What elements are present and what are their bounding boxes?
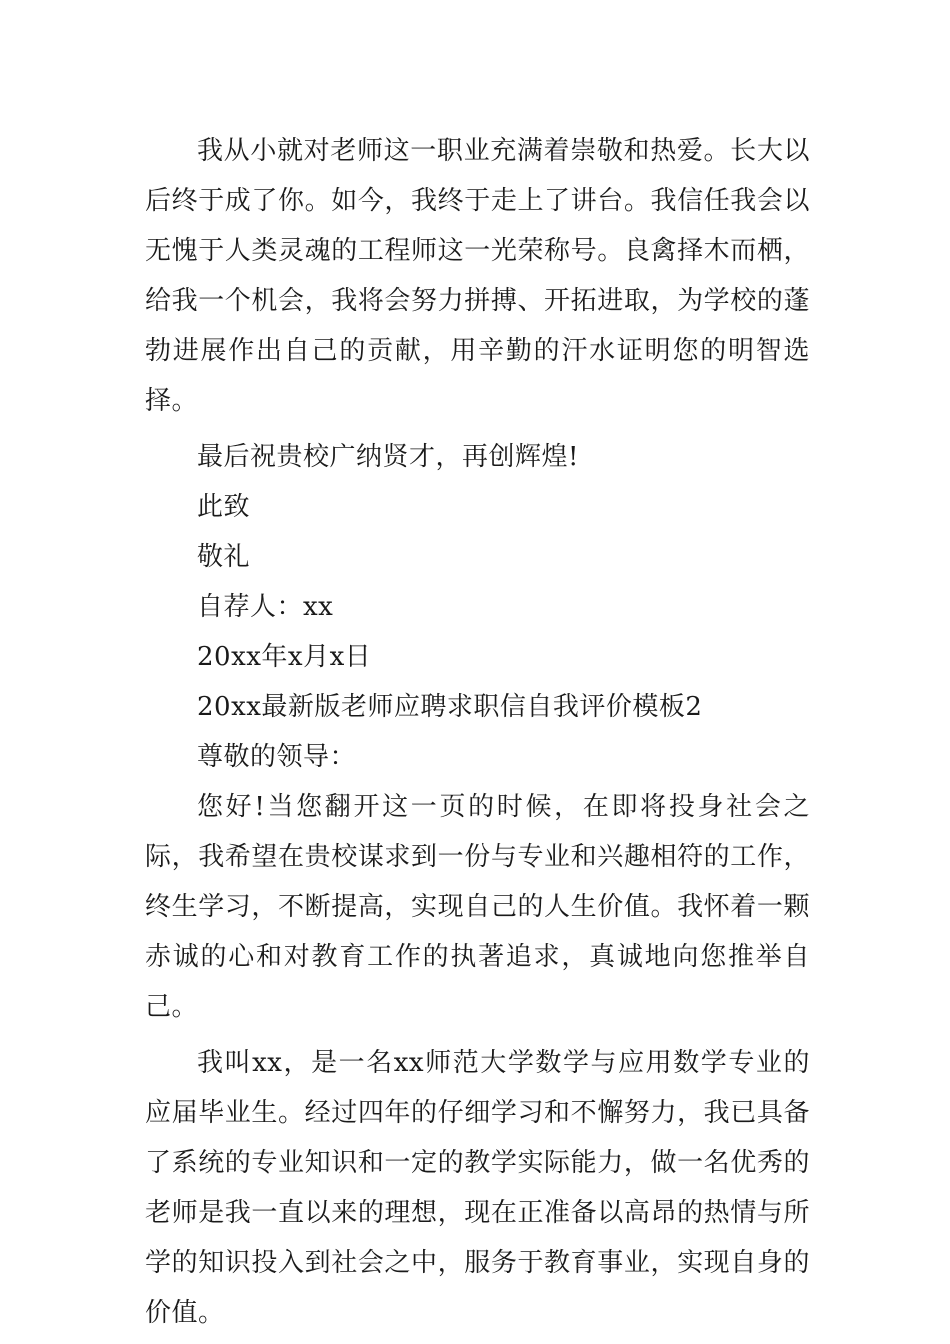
signature: 自荐人：xx [197,592,334,622]
salutation-jing-li: 敬礼 [197,542,251,572]
body-paragraph-2: 您好!当您翻开这一页的时候，在即将投身社会之际，我希望在贵校谋求到一份与专业和兴趣相符的工作，终生学习，不断提高，实现自己的人生价值。我怀着一颗赤诚的心和对教育工作的执著追求，真诚地向您推举自己。 [145,792,810,1022]
document-body [145,126,810,1338]
date: 20xx年x月x日 [197,642,372,672]
body-paragraph-1: 我从小就对老师这一职业充满着崇敬和热爱。长大以后终于成了你。如今，我终于走上了讲台。我信任我会以无愧于人类灵魂的工程师这一光荣称号。良禽择木而栖，给我一个机会，我将会努力拼搏、开拓进取，为学校的蓬勃进展作出自己的贡献，用辛勤的汗水证明您的明智选择。 [145,136,810,416]
salutation-ci-zhi: 此致 [197,492,251,522]
greeting: 尊敬的领导： [197,742,357,772]
closing-wish: 最后祝贵校广纳贤才，再创辉煌! [197,442,579,472]
body-paragraph-3: 我叫xx，是一名xx师范大学数学与应用数学专业的应届毕业生。经过四年的仔细学习和不懈努力，我已具备了系统的专业知识和一定的教学实际能力，做一名优秀的老师是我一直以来的理想，现在正准备以高昂的热情与所学的知识投入到社会之中，服务于教育事业，实现自身的价值。 [145,1048,810,1328]
section-title: 20xx最新版老师应聘求职信自我评价模板2 [197,692,703,722]
